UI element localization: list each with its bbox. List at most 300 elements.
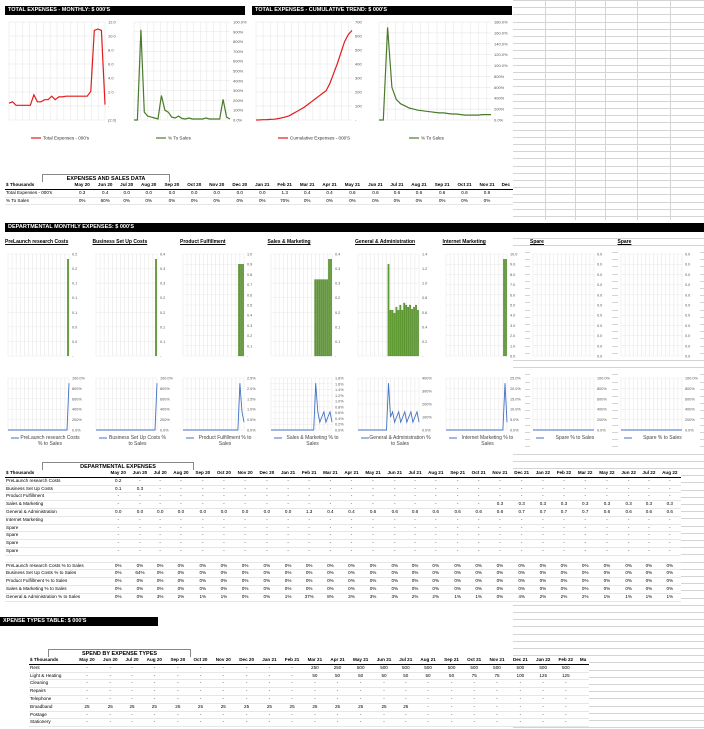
- table-cell[interactable]: [577, 711, 589, 719]
- table-cell[interactable]: 0%: [299, 585, 320, 593]
- table-cell[interactable]: -: [75, 695, 99, 703]
- table-cell[interactable]: 0%: [618, 585, 639, 593]
- table-cell[interactable]: -: [509, 688, 532, 696]
- table-cell[interactable]: -: [122, 688, 143, 696]
- row-label[interactable]: % To Sales: [5, 197, 70, 205]
- table-cell[interactable]: -: [532, 477, 553, 485]
- table-cell[interactable]: -: [532, 719, 554, 727]
- table-cell[interactable]: 500: [395, 664, 416, 672]
- table-cell[interactable]: -: [384, 524, 405, 532]
- table-cell[interactable]: 25: [166, 703, 189, 711]
- table-cell[interactable]: 25: [258, 703, 280, 711]
- table-cell[interactable]: -: [99, 664, 122, 672]
- table-cell[interactable]: 0%: [425, 562, 447, 570]
- table-cell[interactable]: 0.6: [384, 508, 405, 516]
- table-cell[interactable]: -: [553, 540, 574, 548]
- table-cell[interactable]: 0.6: [659, 508, 681, 516]
- table-cell[interactable]: 0%: [160, 197, 183, 205]
- table-cell[interactable]: 0%: [575, 578, 596, 586]
- table-cell[interactable]: -: [278, 547, 299, 555]
- table-cell[interactable]: -: [258, 695, 280, 703]
- table-cell[interactable]: 0%: [384, 578, 405, 586]
- table-cell[interactable]: [532, 555, 553, 562]
- table-cell[interactable]: -: [463, 695, 485, 703]
- table-cell[interactable]: -: [212, 695, 236, 703]
- table-cell[interactable]: 0.6: [387, 189, 407, 197]
- table-cell[interactable]: -: [151, 524, 170, 532]
- table-cell[interactable]: -: [395, 695, 416, 703]
- table-cell[interactable]: -: [373, 719, 396, 727]
- table-cell[interactable]: 0%: [192, 585, 214, 593]
- table-cell[interactable]: -: [489, 493, 511, 501]
- table-cell[interactable]: 0%: [299, 562, 320, 570]
- table-cell[interactable]: 0%: [129, 593, 150, 601]
- table-cell[interactable]: -: [447, 540, 469, 548]
- table-cell[interactable]: -: [189, 664, 211, 672]
- table-cell[interactable]: 125: [554, 672, 577, 680]
- table-cell[interactable]: -: [107, 493, 129, 501]
- table-cell[interactable]: 0%: [234, 593, 256, 601]
- table-cell[interactable]: 0%: [405, 578, 424, 586]
- table-cell[interactable]: -: [235, 719, 258, 727]
- table-cell[interactable]: -: [151, 540, 170, 548]
- table-cell[interactable]: -: [425, 485, 447, 493]
- table-cell[interactable]: -: [170, 540, 192, 548]
- table-cell[interactable]: -: [256, 485, 278, 493]
- table-cell[interactable]: -: [107, 540, 129, 548]
- table-cell[interactable]: -: [425, 524, 447, 532]
- table-cell[interactable]: -: [235, 688, 258, 696]
- table-cell[interactable]: 0%: [318, 197, 340, 205]
- table-cell[interactable]: 25: [235, 703, 258, 711]
- table-cell[interactable]: -: [258, 672, 280, 680]
- table-cell[interactable]: -: [320, 540, 341, 548]
- table-cell[interactable]: -: [278, 524, 299, 532]
- table-cell[interactable]: -: [303, 719, 326, 727]
- table-cell[interactable]: -: [509, 703, 532, 711]
- table-cell[interactable]: -: [303, 680, 326, 688]
- table-cell[interactable]: 0%: [425, 570, 447, 578]
- table-cell[interactable]: -: [425, 501, 447, 509]
- table-cell[interactable]: -: [639, 493, 658, 501]
- table-cell[interactable]: -: [659, 524, 681, 532]
- table-cell[interactable]: -: [362, 485, 384, 493]
- table-cell[interactable]: -: [129, 501, 150, 509]
- table-cell[interactable]: -: [256, 493, 278, 501]
- table-cell[interactable]: [405, 555, 424, 562]
- table-cell[interactable]: -: [122, 664, 143, 672]
- table-cell[interactable]: -: [596, 524, 618, 532]
- row-label[interactable]: Broadband: [29, 703, 75, 711]
- table-cell[interactable]: -: [618, 477, 639, 485]
- table-cell[interactable]: 0%: [362, 585, 384, 593]
- table-cell[interactable]: -: [416, 680, 440, 688]
- table-cell[interactable]: 1%: [447, 593, 469, 601]
- table-cell[interactable]: -: [425, 540, 447, 548]
- table-cell[interactable]: -: [618, 532, 639, 540]
- table-cell[interactable]: -: [447, 501, 469, 509]
- table-cell[interactable]: -: [639, 540, 658, 548]
- table-cell[interactable]: 0%: [511, 570, 533, 578]
- table-cell[interactable]: [170, 555, 192, 562]
- table-cell[interactable]: -: [553, 477, 574, 485]
- table-cell[interactable]: 0%: [228, 197, 251, 205]
- table-cell[interactable]: -: [463, 680, 485, 688]
- table-cell[interactable]: 1%: [468, 593, 489, 601]
- table-cell[interactable]: 0.6: [341, 189, 365, 197]
- table-cell[interactable]: 0%: [532, 585, 553, 593]
- table-cell[interactable]: 1%: [214, 593, 235, 601]
- table-cell[interactable]: -: [142, 719, 166, 727]
- row-label[interactable]: Sales & Marketing: [5, 501, 107, 509]
- row-label[interactable]: General & Administration % to Sales: [5, 593, 107, 601]
- table-cell[interactable]: -: [214, 547, 235, 555]
- table-cell[interactable]: -: [596, 516, 618, 524]
- table-cell[interactable]: 0%: [618, 578, 639, 586]
- row-label[interactable]: Sales & Marketing % to Sales: [5, 585, 107, 593]
- table-cell[interactable]: 125: [532, 672, 554, 680]
- table-cell[interactable]: [577, 672, 589, 680]
- table-cell[interactable]: -: [553, 547, 574, 555]
- table-cell[interactable]: -: [122, 719, 143, 727]
- table-cell[interactable]: -: [189, 719, 211, 727]
- table-cell[interactable]: -: [349, 688, 373, 696]
- table-cell[interactable]: -: [129, 516, 150, 524]
- table-cell[interactable]: -: [349, 719, 373, 727]
- table-cell[interactable]: 0.3: [129, 485, 150, 493]
- table-cell[interactable]: -: [405, 485, 424, 493]
- table-cell[interactable]: 0%: [214, 585, 235, 593]
- table-cell[interactable]: -: [281, 688, 304, 696]
- table-cell[interactable]: 0%: [70, 197, 94, 205]
- table-cell[interactable]: -: [554, 719, 577, 727]
- table-cell[interactable]: 2%: [425, 593, 447, 601]
- table-cell[interactable]: 0%: [596, 562, 618, 570]
- table-cell[interactable]: 0%: [214, 578, 235, 586]
- table-cell[interactable]: -: [75, 680, 99, 688]
- table-cell[interactable]: 0%: [234, 578, 256, 586]
- table-cell[interactable]: 0%: [447, 585, 469, 593]
- table-cell[interactable]: 4%: [511, 593, 533, 601]
- table-cell[interactable]: 500: [440, 664, 463, 672]
- table-cell[interactable]: 0.0: [228, 189, 251, 197]
- table-cell[interactable]: [129, 555, 150, 562]
- table-cell[interactable]: -: [596, 485, 618, 493]
- table-cell[interactable]: -: [151, 477, 170, 485]
- table-cell[interactable]: 0%: [341, 562, 362, 570]
- table-cell[interactable]: 0%: [151, 562, 170, 570]
- table-cell[interactable]: 37%: [299, 593, 320, 601]
- table-cell[interactable]: -: [554, 695, 577, 703]
- table-cell[interactable]: -: [278, 516, 299, 524]
- table-cell[interactable]: -: [122, 711, 143, 719]
- table-cell[interactable]: 0.3: [70, 189, 94, 197]
- table-cell[interactable]: -: [166, 664, 189, 672]
- table-cell[interactable]: -: [416, 688, 440, 696]
- table-cell[interactable]: 0.3: [553, 501, 574, 509]
- table-cell[interactable]: -: [553, 516, 574, 524]
- table-cell[interactable]: -: [618, 524, 639, 532]
- table-cell[interactable]: 25: [303, 703, 326, 711]
- table-cell[interactable]: [489, 555, 511, 562]
- table-cell[interactable]: 0%: [659, 562, 681, 570]
- table-cell[interactable]: 0%: [489, 578, 511, 586]
- table-cell[interactable]: -: [142, 695, 166, 703]
- table-cell[interactable]: -: [235, 680, 258, 688]
- table-cell[interactable]: 0%: [256, 585, 278, 593]
- table-cell[interactable]: 500: [463, 664, 485, 672]
- table-cell[interactable]: 0.6: [405, 508, 424, 516]
- table-cell[interactable]: 0.6: [364, 189, 387, 197]
- table-cell[interactable]: 0%: [341, 197, 365, 205]
- table-cell[interactable]: 0.0: [170, 508, 192, 516]
- table-cell[interactable]: -: [192, 477, 214, 485]
- table-cell[interactable]: -: [468, 532, 489, 540]
- table-cell[interactable]: -: [192, 501, 214, 509]
- table-cell[interactable]: 0.4: [320, 508, 341, 516]
- table-cell[interactable]: 0%: [511, 562, 533, 570]
- table-cell[interactable]: 0%: [256, 593, 278, 601]
- table-cell[interactable]: -: [384, 540, 405, 548]
- table-cell[interactable]: -: [151, 516, 170, 524]
- table-cell[interactable]: -: [511, 540, 533, 548]
- table-cell[interactable]: -: [659, 532, 681, 540]
- table-cell[interactable]: -: [299, 516, 320, 524]
- table-cell[interactable]: 100: [509, 672, 532, 680]
- table-cell[interactable]: -: [489, 516, 511, 524]
- table-cell[interactable]: -: [234, 547, 256, 555]
- table-cell[interactable]: 0%: [618, 570, 639, 578]
- table-cell[interactable]: 0%: [405, 585, 424, 593]
- table-cell[interactable]: 0.6: [407, 189, 431, 197]
- row-label[interactable]: PreLaunch research Costs: [5, 477, 107, 485]
- table-cell[interactable]: -: [214, 501, 235, 509]
- table-cell[interactable]: [499, 197, 513, 205]
- table-cell[interactable]: -: [258, 688, 280, 696]
- table-cell[interactable]: -: [341, 493, 362, 501]
- table-cell[interactable]: [278, 555, 299, 562]
- table-cell[interactable]: -: [129, 532, 150, 540]
- table-cell[interactable]: 0.6: [362, 508, 384, 516]
- table-cell[interactable]: -: [618, 540, 639, 548]
- table-cell[interactable]: -: [99, 672, 122, 680]
- table-cell[interactable]: 0%: [575, 585, 596, 593]
- table-cell[interactable]: 0.6: [489, 508, 511, 516]
- table-cell[interactable]: -: [299, 493, 320, 501]
- table-cell[interactable]: [511, 555, 533, 562]
- row-label[interactable]: Stationery: [29, 719, 75, 727]
- table-cell[interactable]: -: [618, 516, 639, 524]
- table-cell[interactable]: -: [320, 524, 341, 532]
- table-cell[interactable]: -: [75, 719, 99, 727]
- table-cell[interactable]: 2%: [553, 593, 574, 601]
- table-cell[interactable]: [577, 688, 589, 696]
- table-cell[interactable]: 0%: [425, 585, 447, 593]
- table-cell[interactable]: 0.6: [618, 508, 639, 516]
- table-cell[interactable]: -: [575, 547, 596, 555]
- table-cell[interactable]: -: [468, 524, 489, 532]
- table-cell[interactable]: -: [532, 493, 553, 501]
- table-cell[interactable]: -: [234, 532, 256, 540]
- table-cell[interactable]: -: [166, 688, 189, 696]
- table-cell[interactable]: -: [142, 672, 166, 680]
- table-cell[interactable]: -: [405, 516, 424, 524]
- table-cell[interactable]: 0%: [320, 562, 341, 570]
- table-cell[interactable]: -: [151, 485, 170, 493]
- table-cell[interactable]: 0%: [468, 570, 489, 578]
- table-cell[interactable]: -: [532, 516, 553, 524]
- table-cell[interactable]: -: [463, 688, 485, 696]
- table-cell[interactable]: 75: [485, 672, 509, 680]
- table-cell[interactable]: -: [440, 680, 463, 688]
- table-cell[interactable]: 0%: [511, 585, 533, 593]
- table-cell[interactable]: [362, 555, 384, 562]
- table-cell[interactable]: 0%: [384, 585, 405, 593]
- table-cell[interactable]: -: [151, 493, 170, 501]
- table-cell[interactable]: -: [189, 672, 211, 680]
- table-cell[interactable]: -: [362, 477, 384, 485]
- table-cell[interactable]: -: [485, 711, 509, 719]
- table-cell[interactable]: 0%: [596, 570, 618, 578]
- table-cell[interactable]: 25: [212, 703, 236, 711]
- table-cell[interactable]: 0%: [553, 585, 574, 593]
- table-cell[interactable]: 0%: [384, 570, 405, 578]
- table-cell[interactable]: -: [256, 477, 278, 485]
- table-cell[interactable]: -: [107, 516, 129, 524]
- table-cell[interactable]: 0%: [447, 562, 469, 570]
- table-cell[interactable]: -: [468, 516, 489, 524]
- table-cell[interactable]: -: [395, 680, 416, 688]
- table-cell[interactable]: -: [416, 695, 440, 703]
- table-cell[interactable]: -: [362, 501, 384, 509]
- table-cell[interactable]: 500: [373, 664, 396, 672]
- table-cell[interactable]: 50: [416, 672, 440, 680]
- table-cell[interactable]: -: [511, 547, 533, 555]
- table-cell[interactable]: -: [212, 680, 236, 688]
- table-cell[interactable]: -: [425, 516, 447, 524]
- table-cell[interactable]: -: [170, 524, 192, 532]
- table-cell[interactable]: -: [341, 501, 362, 509]
- table-cell[interactable]: -: [299, 485, 320, 493]
- table-cell[interactable]: -: [362, 493, 384, 501]
- table-cell[interactable]: -: [75, 664, 99, 672]
- table-cell[interactable]: 2%: [170, 593, 192, 601]
- table-cell[interactable]: -: [214, 493, 235, 501]
- table-cell[interactable]: 0.6: [454, 189, 476, 197]
- table-cell[interactable]: [575, 555, 596, 562]
- table-cell[interactable]: -: [425, 477, 447, 485]
- table-cell[interactable]: [299, 555, 320, 562]
- table-cell[interactable]: 0%: [107, 562, 129, 570]
- table-cell[interactable]: 0%: [320, 585, 341, 593]
- table-cell[interactable]: -: [142, 711, 166, 719]
- table-cell[interactable]: 0%: [511, 578, 533, 586]
- table-cell[interactable]: 0%: [468, 578, 489, 586]
- table-cell[interactable]: -: [214, 516, 235, 524]
- table-cell[interactable]: -: [170, 516, 192, 524]
- table-cell[interactable]: -: [235, 672, 258, 680]
- row-label[interactable]: Spare: [5, 540, 107, 548]
- table-cell[interactable]: 0.6: [468, 508, 489, 516]
- table-cell[interactable]: -: [129, 477, 150, 485]
- table-cell[interactable]: [499, 189, 513, 197]
- table-cell[interactable]: -: [468, 477, 489, 485]
- table-cell[interactable]: [577, 703, 589, 711]
- table-cell[interactable]: 0.6: [596, 508, 618, 516]
- row-label[interactable]: Product Fulfillment: [5, 493, 107, 501]
- table-cell[interactable]: -: [373, 711, 396, 719]
- table-cell[interactable]: [468, 555, 489, 562]
- table-cell[interactable]: -: [405, 547, 424, 555]
- table-cell[interactable]: -: [532, 688, 554, 696]
- table-cell[interactable]: -: [122, 695, 143, 703]
- table-cell[interactable]: -: [639, 477, 658, 485]
- table-cell[interactable]: -: [509, 680, 532, 688]
- table-cell[interactable]: 500: [416, 664, 440, 672]
- table-cell[interactable]: -: [278, 485, 299, 493]
- table-cell[interactable]: -: [192, 524, 214, 532]
- table-cell[interactable]: -: [362, 547, 384, 555]
- table-cell[interactable]: -: [362, 532, 384, 540]
- table-cell[interactable]: 0%: [299, 578, 320, 586]
- table-cell[interactable]: -: [281, 695, 304, 703]
- table-cell[interactable]: 0%: [618, 562, 639, 570]
- table-cell[interactable]: -: [166, 719, 189, 727]
- table-cell[interactable]: 0%: [639, 578, 658, 586]
- row-label[interactable]: Postage: [29, 711, 75, 719]
- table-cell[interactable]: 0%: [489, 562, 511, 570]
- table-cell[interactable]: 0%: [107, 578, 129, 586]
- table-cell[interactable]: [639, 555, 658, 562]
- table-cell[interactable]: -: [341, 540, 362, 548]
- table-cell[interactable]: -: [320, 485, 341, 493]
- table-cell[interactable]: -: [485, 719, 509, 727]
- table-cell[interactable]: -: [75, 688, 99, 696]
- table-cell[interactable]: -: [107, 532, 129, 540]
- table-cell[interactable]: -: [463, 719, 485, 727]
- table-cell[interactable]: -: [362, 524, 384, 532]
- table-cell[interactable]: -: [256, 532, 278, 540]
- table-cell[interactable]: 0.0: [192, 508, 214, 516]
- table-cell[interactable]: -: [234, 493, 256, 501]
- table-cell[interactable]: -: [596, 532, 618, 540]
- row-label[interactable]: Light & Heating: [29, 672, 75, 680]
- table-cell[interactable]: 0%: [405, 562, 424, 570]
- table-cell[interactable]: 0.4: [94, 189, 117, 197]
- table-cell[interactable]: -: [320, 501, 341, 509]
- table-cell[interactable]: 25: [75, 703, 99, 711]
- table-cell[interactable]: -: [303, 695, 326, 703]
- table-cell[interactable]: -: [75, 711, 99, 719]
- table-cell[interactable]: -: [532, 524, 553, 532]
- table-cell[interactable]: -: [303, 711, 326, 719]
- table-cell[interactable]: 0%: [170, 562, 192, 570]
- table-cell[interactable]: -: [511, 485, 533, 493]
- table-cell[interactable]: 0.4: [341, 508, 362, 516]
- table-cell[interactable]: 0%: [407, 197, 431, 205]
- table-cell[interactable]: 0%: [151, 585, 170, 593]
- table-cell[interactable]: 0.3: [489, 501, 511, 509]
- table-cell[interactable]: -: [511, 477, 533, 485]
- table-cell[interactable]: -: [384, 516, 405, 524]
- table-cell[interactable]: -: [258, 711, 280, 719]
- table-cell[interactable]: 0%: [425, 578, 447, 586]
- table-cell[interactable]: -: [554, 703, 577, 711]
- table-cell[interactable]: -: [405, 501, 424, 509]
- table-cell[interactable]: 0%: [299, 570, 320, 578]
- table-cell[interactable]: 0.0: [107, 508, 129, 516]
- table-cell[interactable]: -: [416, 719, 440, 727]
